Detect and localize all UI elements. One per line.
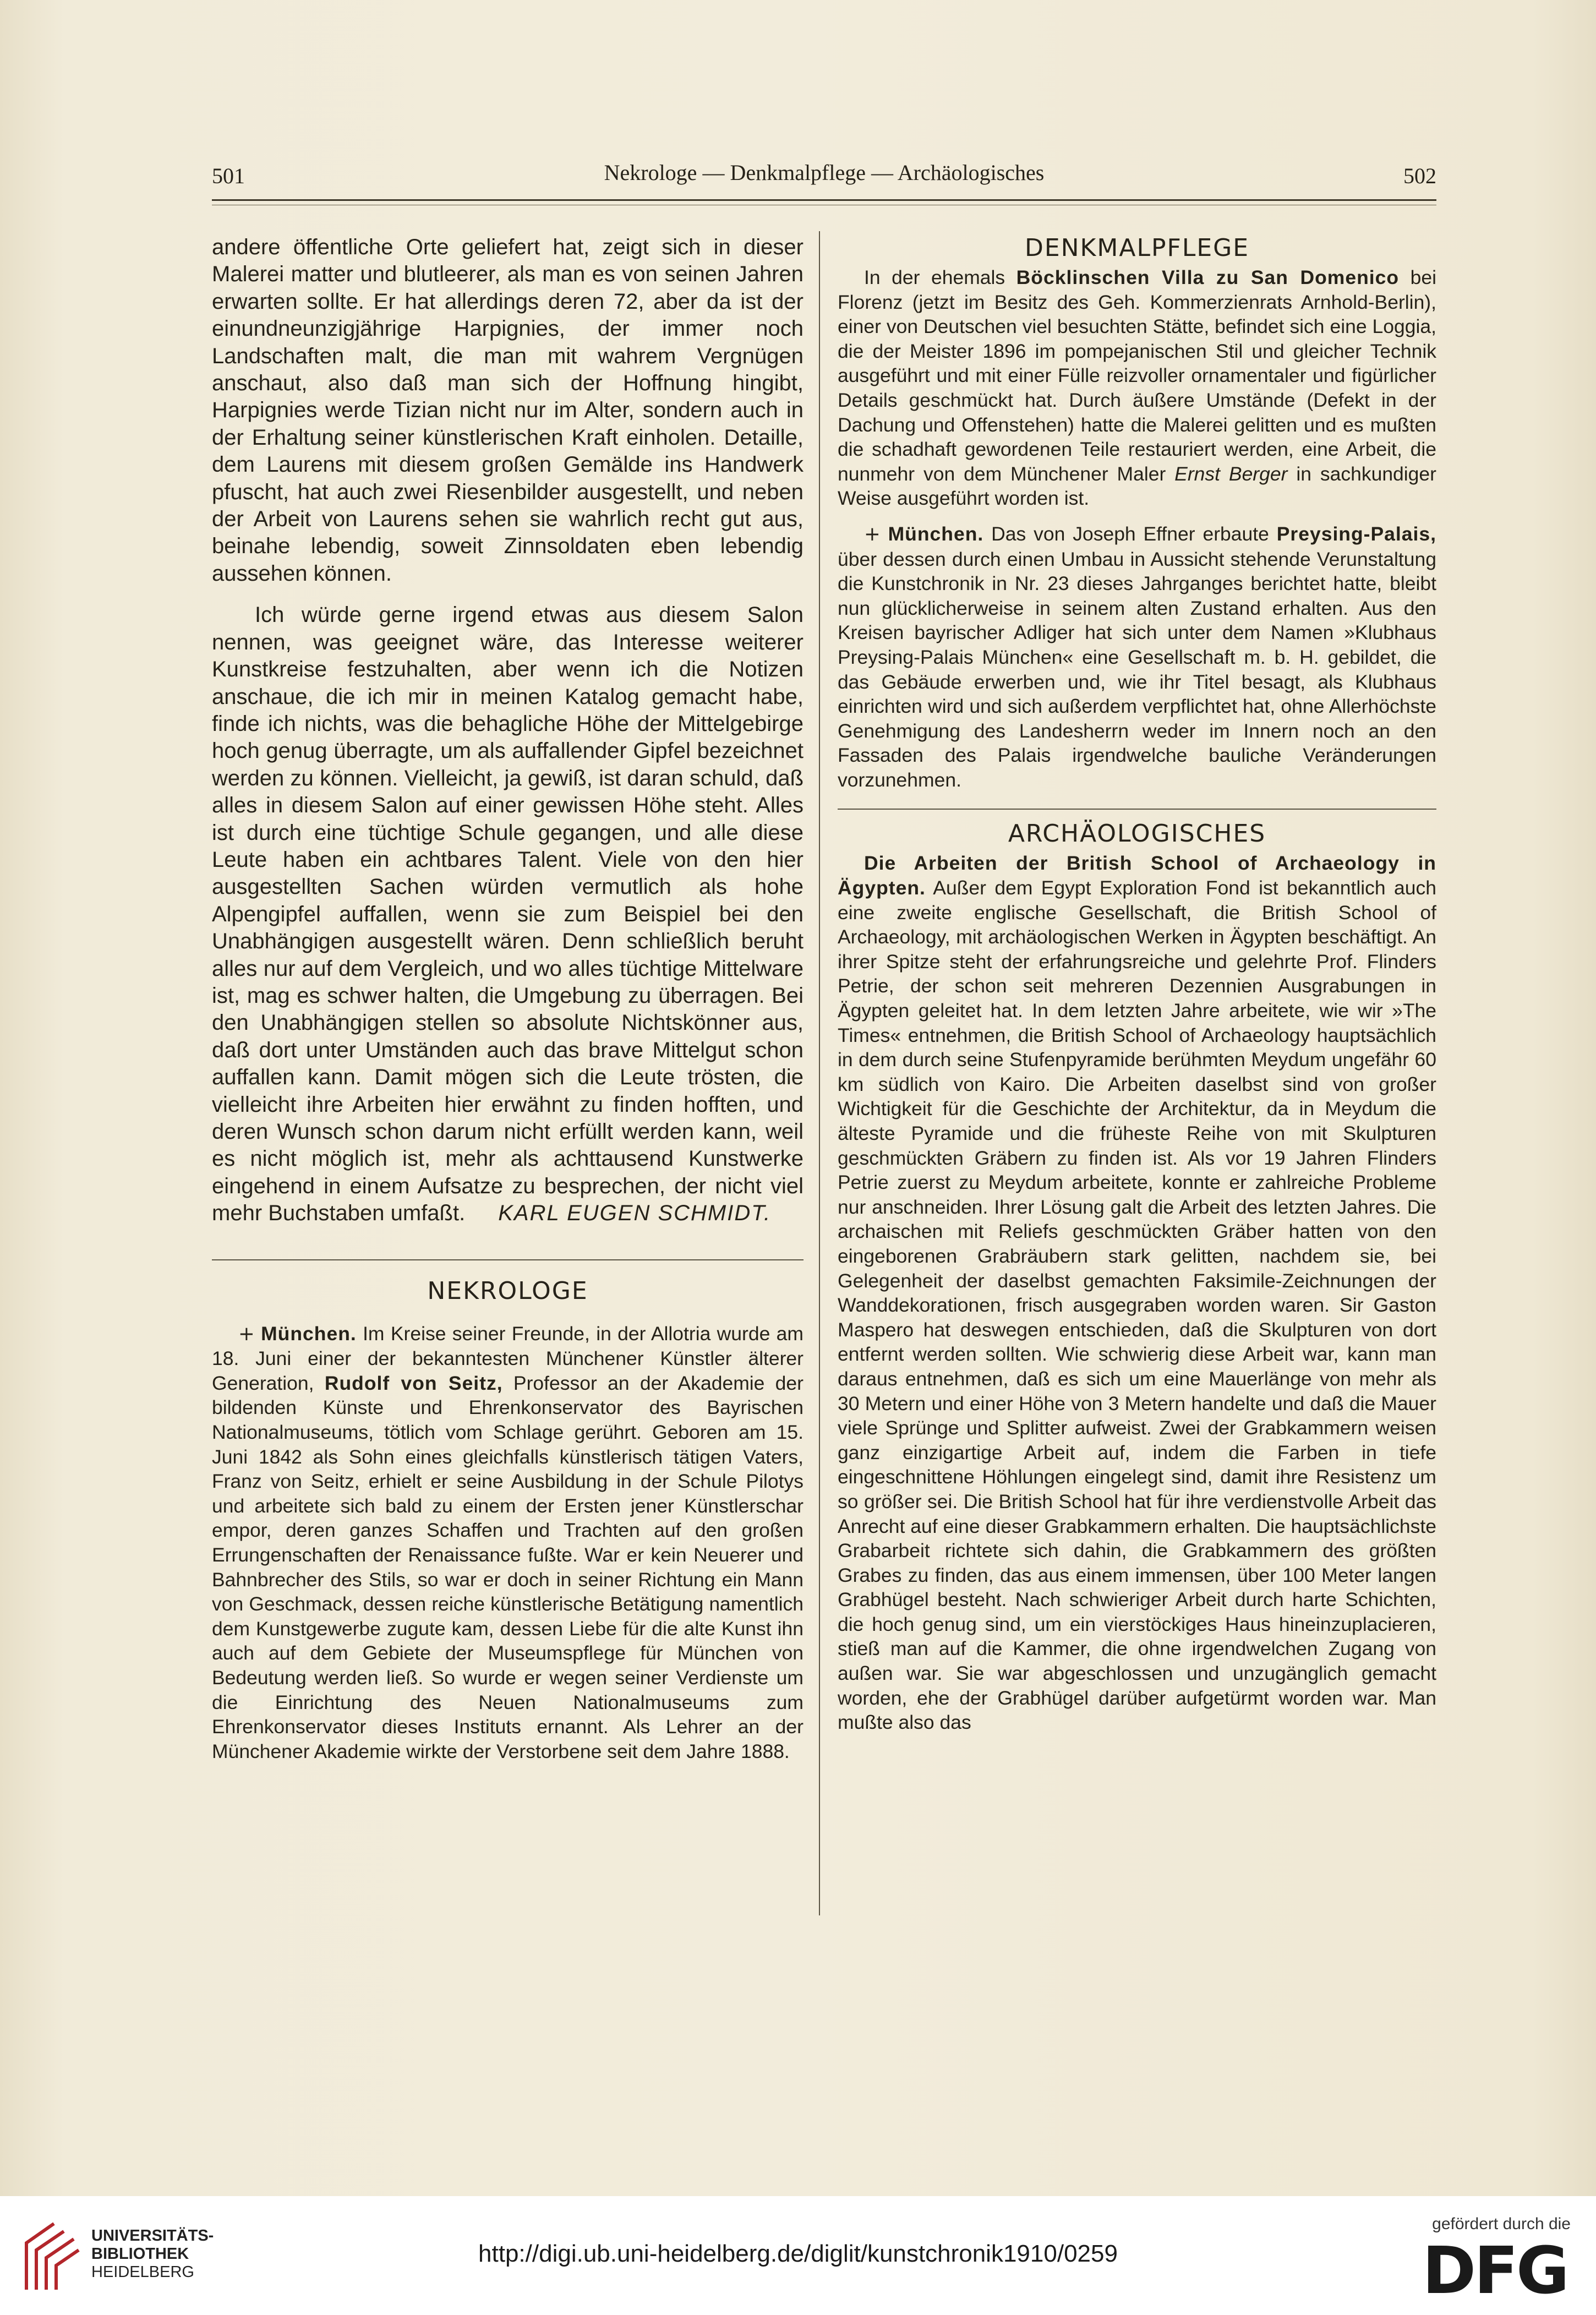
left-column	[212, 234, 804, 1763]
preysing-palais: Preysing-Palais,	[1276, 522, 1436, 545]
obituary-seitz	[212, 1322, 804, 1764]
dfg-caption: gefördert durch die	[1432, 2215, 1571, 2233]
column-divider	[819, 231, 820, 1915]
salon-paragraph-2-text: Ich würde gerne irgend etwas aus diesem Salon nennen, was geeignet wäre, das Interesse weiterer Kunstkreise festzuhalten, aber wenn ich die Notizen anschaue, die ich mir in meinen Katalog gemacht habe, finde ich nichts, was die behagliche Höhe der Mittelgebirge hoch genug überragte, um als auffallender Gipfel bezeichnet werden zu können. Vielleicht, ja gewiß, ist daran schuld, daß alles in diesem Salon auf einer gewissen Höhe steht. Alles ist durch eine tüchtige Schule gegangen, und alle diese Leute haben ein achtbares Talent. Viele von den hier ausgestellten Sachen würden vermutlich als hohe Alpengipfel auffallen, wenn sie zum Beispiel bei den Unabhängigen ausgestellt wären. Denn schließlich beruht alles nur auf dem Vergleich, und wo alles tüchtige Mittelware ist, mag es schwer halten, die Umgebung zu überragen. Bei den Unabhängigen stellen so absolute Nichtskönner aus, daß dort unter Umständen auch das brave Mittelgut schon auffallen kann. Damit mögen sich die Leute trösten, die vielleicht ihre Arbeiten hier erwähnt zu finden hofften, und deren Wunsch schon darum nicht erfüllt werden kann, weil es nicht möglich ist, mehr als achttausend Kunstwerke eingehend in einem Aufsatze zu besprechen, der nicht viel mehr Buchstaben umfaßt.	[212, 603, 804, 1226]
page-header	[212, 160, 1436, 193]
right-column	[838, 234, 1436, 1735]
salon-paragraph-2	[212, 602, 804, 1227]
news-cross-icon: +	[864, 522, 881, 545]
dfg-logo-text: DFG	[1422, 2239, 1567, 2300]
denkmal-villa-text-a: In der ehemals	[864, 266, 1016, 288]
obituary-place: München.	[261, 1322, 357, 1345]
death-cross-icon: +	[238, 1322, 255, 1345]
page-number-right: 502	[1403, 163, 1436, 188]
library-name-line-2: BIBLIOTHEK	[91, 2245, 189, 2263]
digitization-footer	[0, 2196, 1596, 2315]
section-title-denkmalpflege: DENKMALPFLEGE	[1024, 234, 1250, 262]
archaeology-text: Außer dem Egypt Exploration Fond ist bekanntlich auch eine zweite englische Gesellschaft, die British School of Archaeology, mit archäologischen Werken in Ägypten beschäftigt. An ihrer Spitze steht der erfahrungsreiche und gelehrte Prof. Flinders Petrie, der schon seit mehreren Dezennien Ausgrabungen in Ägypten geleitet hat. In dem letzten Jahre arbeitete, wie wir »The Times« entnehmen, die British School of Archaeology hauptsächlich in dem durch seine Stufenpyramide berühmten Meydum ungefähr 60 km südlich von Kairo. Die Arbeiten daselbst sind von großer Wichtigkeit für die Geschichte der Architektur, da in Meydum die älteste Pyramide und die früheste Reihe von mit Skulpturen geschmückten Gräbern zu finden ist. Als vor 19 Jahren Flinders Petrie zuerst zu Meydum arbeitete, konnte er zahlreiche Probleme nur anschneiden. Ihrer Lösung galt die Arbeit des letzten Jahres. Die archaischen mit Reliefs geschmückten Gräber hatten von den eingeborenen Grabräubern stark gelitten, nachdem sie, bei Gelegenheit der daselbst gemachten Faksimile-Zeichnungen der Wanddekorationen, frisch ausgegraben worden waren. Sir Gaston Maspero hat deswegen entschieden, daß die Skulpturen von dort entfernt werden sollten. Wie schwierig diese Arbeit war, kann man daraus entnehmen, daß es sich um eine Mauerlänge von mehr als 30 Metern und einer Höhe von 3 Metern handelte und daß die Mauer viele Sprünge und Splitter aufweist. Zwei der Grabkammern weisen ganz einzigartige Arbeit auf, indem die Farben in tiefe eingeschnittene Höhlungen eingelegt sind, damit ihre Resistenz um so größer sei. Die British School hat für ihre verdienstvolle Arbeit das Anrecht auf eine dieser Grabkammern erhalten. Die hauptsächlichste Grabarbeit richtete sich dahin, die Grabkammern des größten Grabes zu finden, das aus einem immensen, über 100 Meter langen Grabhügel besteht. Nach schwieriger Arbeit durch harte Schichten, die hoch genug sind, um ein vierstöckiges Haus hineinzuplacieren, stieß man auf die Kammer, die ohne irgendwelchen Zugang von außen war. Sie war abgeschlossen und unzugänglich gemacht worden, ehe der Grabhügel darüber aufgetürmt worden war. Man mußte also das	[838, 877, 1436, 1734]
denkmal-villa-text-c: in sachkundiger Weise ausgeführt worden ist.	[838, 462, 1436, 510]
library-name-line-3: HEIDELBERG	[91, 2263, 194, 2281]
dfg-logo-icon	[1418, 2239, 1572, 2300]
running-title: Nekrologe — Denkmalpflege — Archäologisches	[604, 160, 1045, 185]
denkmal-preysing-paragraph	[838, 522, 1436, 793]
salon-paragraph-1: andere öffentliche Orte geliefert hat, zeigt sich in dieser Malerei matter und blutleerer, als man es von seinen Jahren erwarten sollte. Er hat allerdings deren 72, aber da ist der einundneunzigjährige Harpignies, der immer noch Landschaften malt, die man mit wahrem Vergnügen anschaut, also daß man sich der Hoffnung hingibt, Harpignies werde Tizian nicht nur im Alter, sondern auch in der Erhaltung seiner künstlerischen Kraft einholen. Detaille, dem Laurens mit diesem großen Gemälde ins Handwerk pfuscht, hat auch zwei Riesenbilder ausgestellt, und neben der Arbeit von Laurens sehen sie wahrlich recht gut aus, beinahe lebendig, soweit Zinnsoldaten eben lebendig aussehen können.	[212, 235, 804, 586]
archaeology-paragraph	[838, 851, 1436, 1734]
preysing-place: München.	[888, 522, 984, 545]
preysing-text-b: über dessen durch einen Umbau in Aussicht stehende Verunstaltung die Kunstchronik in Nr. 23 dieses Jahrganges berichtet hatte, bleibt nun glücklicherweise in seinem alten Zustand erhalten. Aus den Kreisen bayrischer Adliger hat sich unter dem Namen »Klubhaus Preysing-Palais München« eine Gesellschaft m. b. H. gebildet, die das Gebäude erwerben und, wie ihr Titel besagt, als Klubhaus einrichten wird und sich außerdem verpflichtet hat, ohne Allerhöchste Genehmigung des Landesherrn weder im Innern noch an den Fassaden des Palais irgendwelche bauliche Veränderungen vorzunehmen.	[838, 548, 1436, 791]
preysing-text-a: Das von Joseph Effner erbaute	[983, 522, 1277, 545]
obituary-name: Rudolf von Seitz,	[324, 1372, 503, 1394]
library-name-line-1: UNIVERSITÄTS-	[91, 2227, 214, 2245]
villa-name: Böcklinschen Villa zu San Domenico	[1016, 266, 1400, 288]
section-title-archaeologisches: ARCHÄOLOGISCHES	[1008, 820, 1266, 848]
obituary-text-1: Im Kreise seiner Freunde, in der Allotria wurde am 18. Juni einer der bekanntesten Münchener Künstler älterer Generation,	[212, 1322, 804, 1394]
denkmal-villa-text-b: bei Florenz (jetzt im Besitz des Geh. Kommerzienrats Arnhold-Berlin), einer von Deutschen viel besuchten Stätte, befindet sich eine Loggia, die der Meister 1896 im pompejanischen Stil und gleicher Technik ausgeführt und mit einer Fülle reizvoller ornamentaler und figürlicher Details geschmückt hat. Durch äußere Umstände (Defekt in der Dachung und Offenstehen) hatte die Malerei gelitten und es mußten die schadhaft gewordenen Teile restauriert werden, eine Arbeit, die nunmehr von dem Münchener Maler	[838, 266, 1436, 485]
author-signature: KARL EUGEN SCHMIDT.	[498, 1201, 772, 1226]
painter-name: Ernst Berger	[1174, 462, 1288, 485]
page-number-left: 501	[212, 163, 245, 188]
header-rule	[212, 199, 1436, 201]
obituary-text-2: Professor an der Akademie der bildenden Künste und Ehrenkonservator des Bayrischen Nationalmuseums, tötlich vom Schlage gerührt. Geboren am 15. Juni 1842 als Sohn eines gleichfalls künstlerisch tätigen Vaters, Franz von Seitz, erhielt er seine Ausbildung in der Schule Pilotys und arbeitete sich bald zu einem der Ersten jener Künstlerschar empor, deren ganzes Schaffen und Trachten auf den großen Errungenschaften der Renaissance fußte. War er kein Neuerer und Bahnbrecher des Stils, so war er doch in seiner Richtung ein Mann von Geschmack, dessen reiche künstlerische Betätigung namentlich dem Kunstgewerbe zugute kam, dessen Liebe für die alte Kunst ihn auch auf dem Gebiete der Museumspflege für München von Bedeutung werden ließ. So wurde er wegen seiner Verdienste um die Einrichtung des Neuen Nationalmuseums zum Ehrenkonservator dieses Instituts ernannt. Als Lehrer an der Münchener Akademie wirkte der Verstorbene seit dem Jahre 1888.	[212, 1372, 804, 1762]
archaeology-headline: Die Arbeiten der British School of Archaeology in Ägypten.	[838, 852, 1436, 899]
denkmal-villa-paragraph	[838, 265, 1436, 511]
section-title-nekrologe: NEKROLOGE	[427, 1276, 588, 1305]
source-url-link[interactable]: http://digi.ub.uni-heidelberg.de/diglit/kunstchronik1910/0259	[478, 2240, 1118, 2267]
